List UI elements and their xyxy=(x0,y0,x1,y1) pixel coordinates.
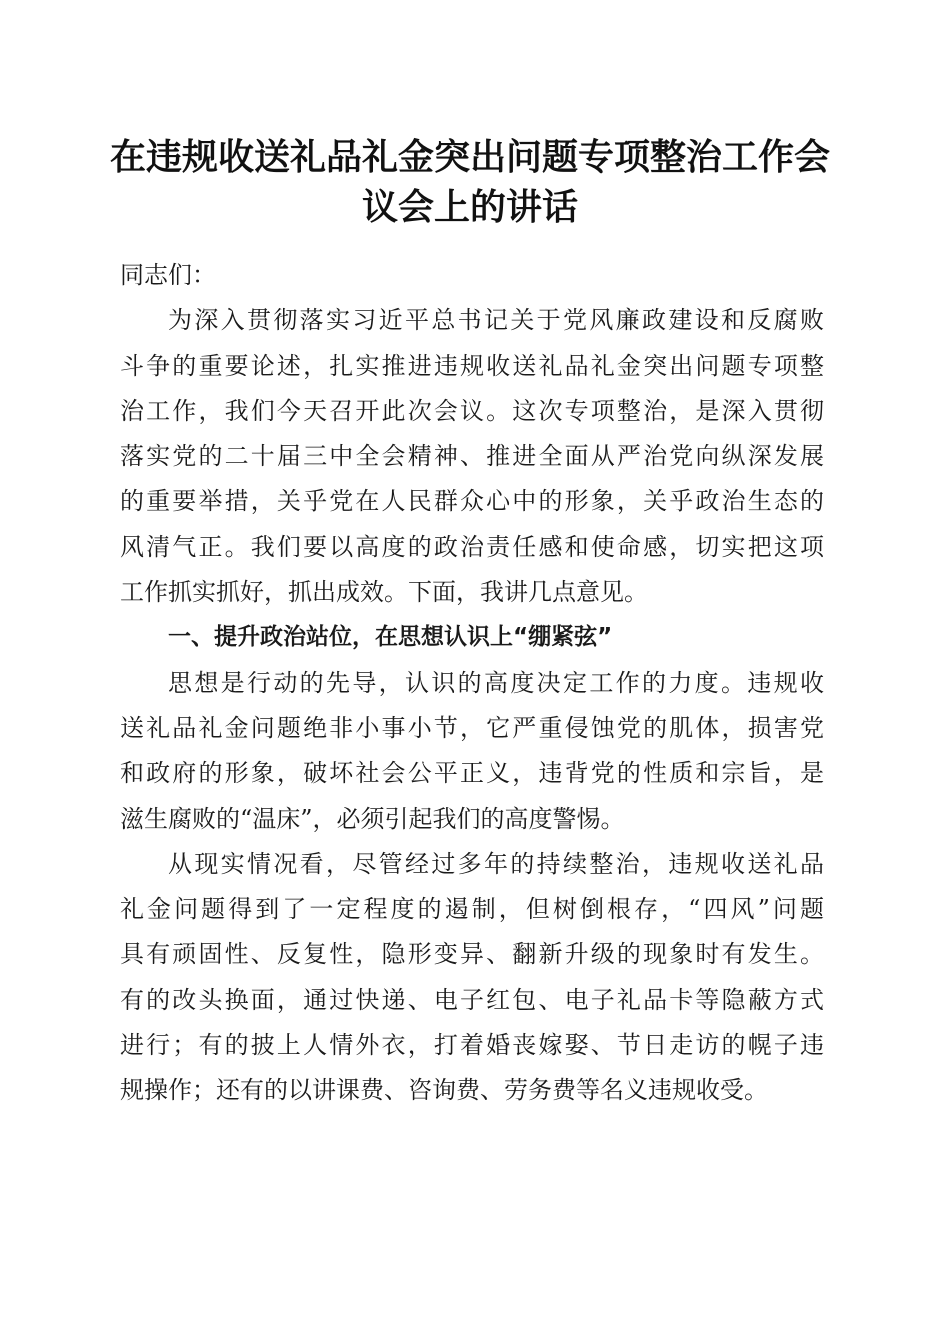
paragraph-reality xyxy=(120,842,824,1114)
paragraph-line: 工作抓实抓好，抓出成效。下面，我讲几点意见。 xyxy=(120,578,648,607)
document-body xyxy=(120,253,824,1114)
title-line-1: 在违规收送礼品礼金突出问题专项整治工作会 xyxy=(109,136,830,178)
document-title xyxy=(100,132,840,232)
section-heading-1: 一、提升政治站位，在思想认识上“绷紧弦” xyxy=(168,624,613,651)
paragraph-thinking xyxy=(120,661,824,842)
paragraph-line: 送礼品礼金问题绝非小事小节，它严重侵蚀党的肌体，损害党 xyxy=(120,713,824,742)
paragraph-line: 滋生腐败的“温床”，必须引起我们的高度警惕。 xyxy=(120,804,625,833)
paragraph-line: 从现实情况看，尽管经过多年的持续整治，违规收送礼品 xyxy=(168,849,824,878)
paragraph-line: 和政府的形象，破坏社会公平正义，违背党的性质和宗旨，是 xyxy=(120,759,824,788)
paragraph-line: 有的改头换面，通过快递、电子红包、电子礼品卡等隐蔽方式 xyxy=(120,985,824,1014)
paragraph-line: 礼金问题得到了一定程度的遏制，但树倒根存，“四风”问题 xyxy=(120,895,824,924)
paragraph-line: 斗争的重要论述，扎实推进违规收送礼品礼金突出问题专项整 xyxy=(120,351,824,380)
paragraph-line: 为深入贯彻落实习近平总书记关于党风廉政建设和反腐败 xyxy=(168,306,824,335)
paragraph-line: 的重要举措，关乎党在人民群众心中的形象，关乎政治生态的 xyxy=(120,487,824,516)
paragraph-line: 落实党的二十届三中全会精神、推进全面从严治党向纵深发展 xyxy=(120,442,824,471)
paragraph-line: 规操作；还有的以讲课费、咨询费、劳务费等名义违规收受。 xyxy=(120,1076,768,1105)
paragraph-line: 思想是行动的先导，认识的高度决定工作的力度。违规收 xyxy=(168,668,824,697)
salutation: 同志们： xyxy=(120,261,216,289)
paragraph-line: 治工作，我们今天召开此次会议。这次专项整治，是深入贯彻 xyxy=(120,396,824,425)
paragraph-line: 具有顽固性、反复性，隐形变异、翻新升级的现象时有发生。 xyxy=(120,940,824,969)
paragraph-line: 风清气正。我们要以高度的政治责任感和使命感，切实把这项 xyxy=(120,532,824,561)
paragraph-intro xyxy=(120,298,824,615)
title-line-2: 议会上的讲话 xyxy=(361,186,578,228)
paragraph-line: 进行；有的披上人情外衣，打着婚丧嫁娶、节日走访的幌子违 xyxy=(120,1031,824,1060)
